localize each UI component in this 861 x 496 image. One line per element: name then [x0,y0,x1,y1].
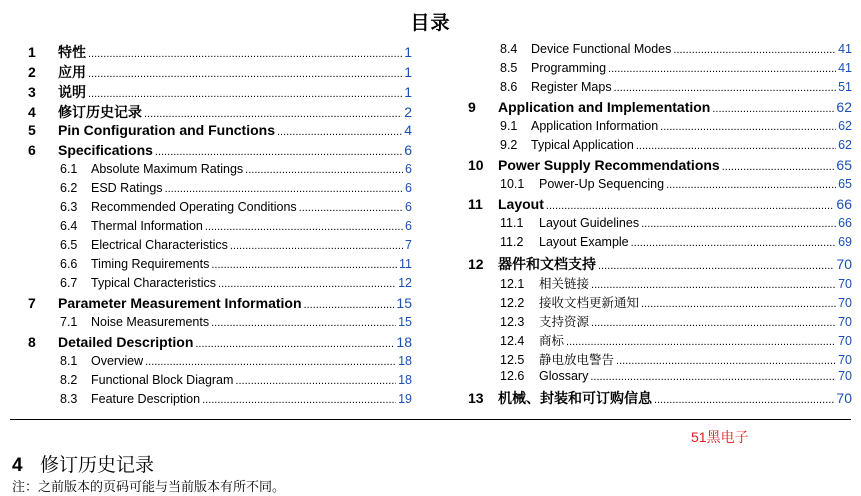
toc-entry[interactable] [468,138,852,157]
toc-page-link[interactable]: 15 [398,315,412,329]
toc-leader-dots [88,44,402,60]
toc-page-link[interactable]: 62 [838,119,852,133]
toc-entry-title: Parameter Measurement Information [58,295,302,311]
toc-entry-number: 12.6 [500,369,525,383]
toc-leader-dots [590,369,836,383]
toc-entry-number: 8.6 [500,80,518,94]
toc-leader-dots [616,353,836,367]
toc-entry-number: 2 [28,64,36,80]
toc-entry[interactable] [28,276,412,295]
toc-page-link[interactable]: 41 [838,61,852,75]
toc-page-link[interactable]: 11 [399,257,412,271]
toc-page-link[interactable]: 65 [838,177,852,191]
toc-entry[interactable] [468,254,852,274]
toc-entry-title: 说明 [58,84,86,100]
toc-entry-title: Layout [498,196,544,212]
toc-entry[interactable] [468,235,852,254]
toc-entry[interactable] [28,392,412,411]
toc-entry-number: 12.4 [500,334,525,348]
toc-entry-title: 静电放电警告 [539,353,615,367]
toc-entry-title: Typical Application [531,138,634,152]
toc-leader-dots [218,276,396,290]
toc-entry-number: 6.4 [60,219,78,233]
toc-leader-dots [88,84,402,100]
toc-entry-number: 7.1 [60,315,78,329]
toc-entry[interactable] [28,295,412,315]
section-divider [10,419,851,420]
toc-entry[interactable] [468,331,852,350]
toc-leader-dots [195,334,394,350]
toc-entry-title: Pin Configuration and Functions [58,122,275,138]
toc-entry-number: 12.2 [500,296,525,310]
toc-entry-number: 12.3 [500,315,525,329]
toc-entry-number: 9.1 [500,119,518,133]
toc-entry-title: Power Supply Recommendations [498,157,720,173]
toc-leader-dots [631,235,836,249]
toc-entry-number: 9 [468,99,476,115]
toc-entry-title: Register Maps [531,80,612,94]
toc-leader-dots [654,390,834,406]
toc-leader-dots [245,162,403,176]
toc-page-link[interactable]: 18 [398,373,412,387]
toc-page-link[interactable]: 18 [398,354,412,368]
toc-page-link[interactable]: 70 [838,353,852,367]
revision-note: 注：之前版本的页码可能与当前版本有所不同。 [12,479,286,494]
toc-entry[interactable] [28,354,412,373]
toc-entry[interactable] [28,122,412,142]
toc-leader-dots [165,181,403,195]
toc-page-link[interactable]: 15 [396,295,412,311]
toc-page-link[interactable]: 6 [405,219,412,233]
toc-entry-title: 商标 [539,334,565,348]
toc-entry-number: 6 [28,142,36,158]
toc-entry-title: 支持资源 [539,315,590,329]
section-heading [12,450,154,477]
toc-leader-dots [673,42,836,56]
page-title: 目录 [410,13,451,34]
toc-entry[interactable] [28,62,412,82]
toc-entry-title: Device Functional Modes [531,42,672,56]
toc-page-link[interactable]: 62 [838,138,852,152]
toc-page-link[interactable]: 6 [404,142,412,158]
toc-leader-dots [155,142,402,158]
toc-entry-number: 8.1 [60,354,78,368]
toc-entry[interactable] [468,196,852,216]
toc-entry-title: 器件和文档支持 [498,256,596,272]
toc-leader-dots [277,122,402,138]
toc-entry[interactable] [468,293,852,312]
toc-leader-dots [145,354,396,368]
toc-entry-title: Feature Description [91,392,201,406]
toc-leader-dots [546,196,835,212]
toc-entry-number: 6.1 [60,162,78,176]
toc-entry-title: Detailed Description [58,334,194,350]
toc-entry[interactable] [28,334,412,354]
toc-page-link[interactable]: 6 [405,200,412,214]
toc-entry-title: 应用 [58,64,86,80]
toc-entry-number: 11.1 [500,216,524,230]
toc-leader-dots [641,296,836,310]
toc-entry-title: Specifications [58,142,153,158]
toc-entry[interactable] [468,216,852,235]
toc-leader-dots [211,257,397,271]
toc-leader-dots [230,238,403,252]
toc-entry-number: 8.3 [60,392,78,406]
toc-entry[interactable] [468,119,852,138]
toc-entry-title: Functional Block Diagram [91,373,234,387]
toc-entry-number: 12.5 [500,353,525,367]
toc-entry[interactable] [468,80,852,99]
toc-entry-title: Layout Example [539,235,629,249]
toc-page-link[interactable]: 19 [398,392,412,406]
toc-page-link[interactable]: 12 [398,276,412,290]
toc-entry-number: 6.6 [60,257,78,271]
toc-entry[interactable] [28,257,412,276]
toc-leader-dots [144,104,402,120]
section-title: 修订历史记录 [40,455,155,476]
toc-page-link[interactable]: 1 [404,44,412,60]
toc-leader-dots [304,295,395,311]
toc-entry[interactable] [28,181,412,200]
toc-entry-number: 7 [28,295,36,311]
toc-entry[interactable] [468,157,852,177]
toc-entry[interactable] [468,42,852,61]
toc-leader-dots [608,61,836,75]
toc-entry[interactable] [468,61,852,80]
toc-entry[interactable] [28,142,412,162]
toc-entry-number: 11 [468,196,483,212]
toc-entry-number: 6.7 [60,276,78,290]
toc-entry-number: 9.2 [500,138,518,152]
toc-entry-title: 机械、封装和可订购信息 [498,390,652,406]
toc-page-link[interactable]: 51 [838,80,852,94]
toc-entry-number: 3 [28,84,36,100]
toc-entry-title: 特性 [58,44,86,60]
toc-entry-number: 4 [28,104,36,120]
toc-leader-dots [641,216,836,230]
toc-left-column [28,42,412,411]
watermark: 51黑电子 [691,429,749,445]
toc-entry-title: Thermal Information [91,219,203,233]
toc-page-link[interactable]: 1 [404,64,412,80]
toc-entry-number: 5 [28,122,36,138]
toc-entry-title: Noise Measurements [91,315,210,329]
toc-entry[interactable] [468,312,852,331]
toc-leader-dots [211,315,396,329]
toc-entry-number: 11.2 [500,235,524,249]
toc-entry-title: 修订历史记录 [58,104,142,120]
toc-leader-dots [598,256,834,272]
toc-entry-number: 8 [28,334,36,350]
toc-entry[interactable] [28,238,412,257]
toc-entry-title: Programming [531,61,607,75]
toc-page-link[interactable]: 66 [838,216,852,230]
toc-leader-dots [235,373,396,387]
toc-entry-title: Recommended Operating Conditions [91,200,297,214]
toc-page-link[interactable]: 2 [404,104,412,120]
toc-page-link[interactable]: 69 [838,235,852,249]
toc-page-link[interactable]: 6 [405,162,412,176]
toc-entry[interactable] [28,219,412,238]
toc-page-link[interactable]: 1 [404,84,412,100]
toc-entry-number: 1 [28,44,36,60]
toc-leader-dots [636,138,836,152]
toc-entry-title: Glossary [539,369,589,383]
toc-entry[interactable] [468,274,852,293]
toc-leader-dots [205,219,403,233]
toc-leader-dots [591,315,836,329]
toc-leader-dots [722,157,835,173]
toc-page-link[interactable]: 66 [836,196,852,212]
toc-entry-number: 12.1 [500,277,525,291]
toc-page-link[interactable]: 70 [838,334,852,348]
toc-entry-title: ESD Ratings [91,181,163,195]
toc-right-column [468,42,852,408]
toc-entry[interactable] [468,369,852,388]
toc-entry-number: 13 [468,390,484,406]
toc-entry-title: Layout Guidelines [539,216,640,230]
toc-entry-title: 接收文档更新通知 [539,296,640,310]
toc-page-link[interactable]: 70 [838,369,852,383]
toc-entry[interactable] [468,99,852,119]
toc-page-link[interactable]: 70 [836,256,852,272]
toc-entry[interactable] [28,102,412,122]
toc-entry-number: 6.2 [60,181,78,195]
toc-entry-title: 相关链接 [539,277,590,291]
toc-entry-title: Timing Requirements [91,257,210,271]
toc-entry[interactable] [28,82,412,102]
toc-entry[interactable] [28,42,412,62]
toc-entry[interactable] [468,350,852,369]
toc-leader-dots [202,392,396,406]
toc-page-link[interactable]: 41 [838,42,852,56]
toc-entry-title: Electrical Characteristics [91,238,228,252]
toc-page-link[interactable]: 70 [838,296,852,310]
section-number: 4 [12,455,23,476]
toc-leader-dots [660,119,836,133]
toc-entry-number: 8.2 [60,373,78,387]
toc-entry-title: Power-Up Sequencing [539,177,665,191]
toc-page-link[interactable]: 62 [836,99,852,115]
toc-page-link[interactable]: 70 [838,315,852,329]
toc-leader-dots [712,99,834,115]
toc-entry-number: 6.3 [60,200,78,214]
toc-entry-number: 10 [468,157,484,173]
toc-entry[interactable] [28,162,412,181]
toc-page-link[interactable]: 6 [405,181,412,195]
toc-leader-dots [614,80,837,94]
toc-page-link[interactable]: 70 [836,390,852,406]
toc-leader-dots [591,277,836,291]
toc-leader-dots [566,334,836,348]
toc-entry[interactable] [468,388,852,408]
toc-page-link[interactable]: 4 [404,122,412,138]
toc-entry-number: 8.5 [500,61,518,75]
toc-leader-dots [88,64,402,80]
toc-entry-number: 8.4 [500,42,518,56]
toc-entry-title: Overview [91,354,144,368]
toc-entry-number: 6.5 [60,238,78,252]
toc-entry[interactable] [468,177,852,196]
toc-entry[interactable] [28,315,412,334]
toc-page-link[interactable]: 18 [396,334,412,350]
toc-leader-dots [299,200,403,214]
toc-entry-title: Application and Implementation [498,99,711,115]
toc-entry-number: 12 [468,256,484,272]
toc-page-link[interactable]: 7 [405,238,412,252]
toc-entry-title: Typical Characteristics [91,276,217,290]
toc-leader-dots [666,177,836,191]
toc-entry-title: Application Information [531,119,659,133]
toc-page-link[interactable]: 70 [838,277,852,291]
toc-page-link[interactable]: 65 [836,157,852,173]
toc-entry[interactable] [28,200,412,219]
toc-entry-title: Absolute Maximum Ratings [91,162,244,176]
toc-entry[interactable] [28,373,412,392]
toc-entry-number: 10.1 [500,177,525,191]
